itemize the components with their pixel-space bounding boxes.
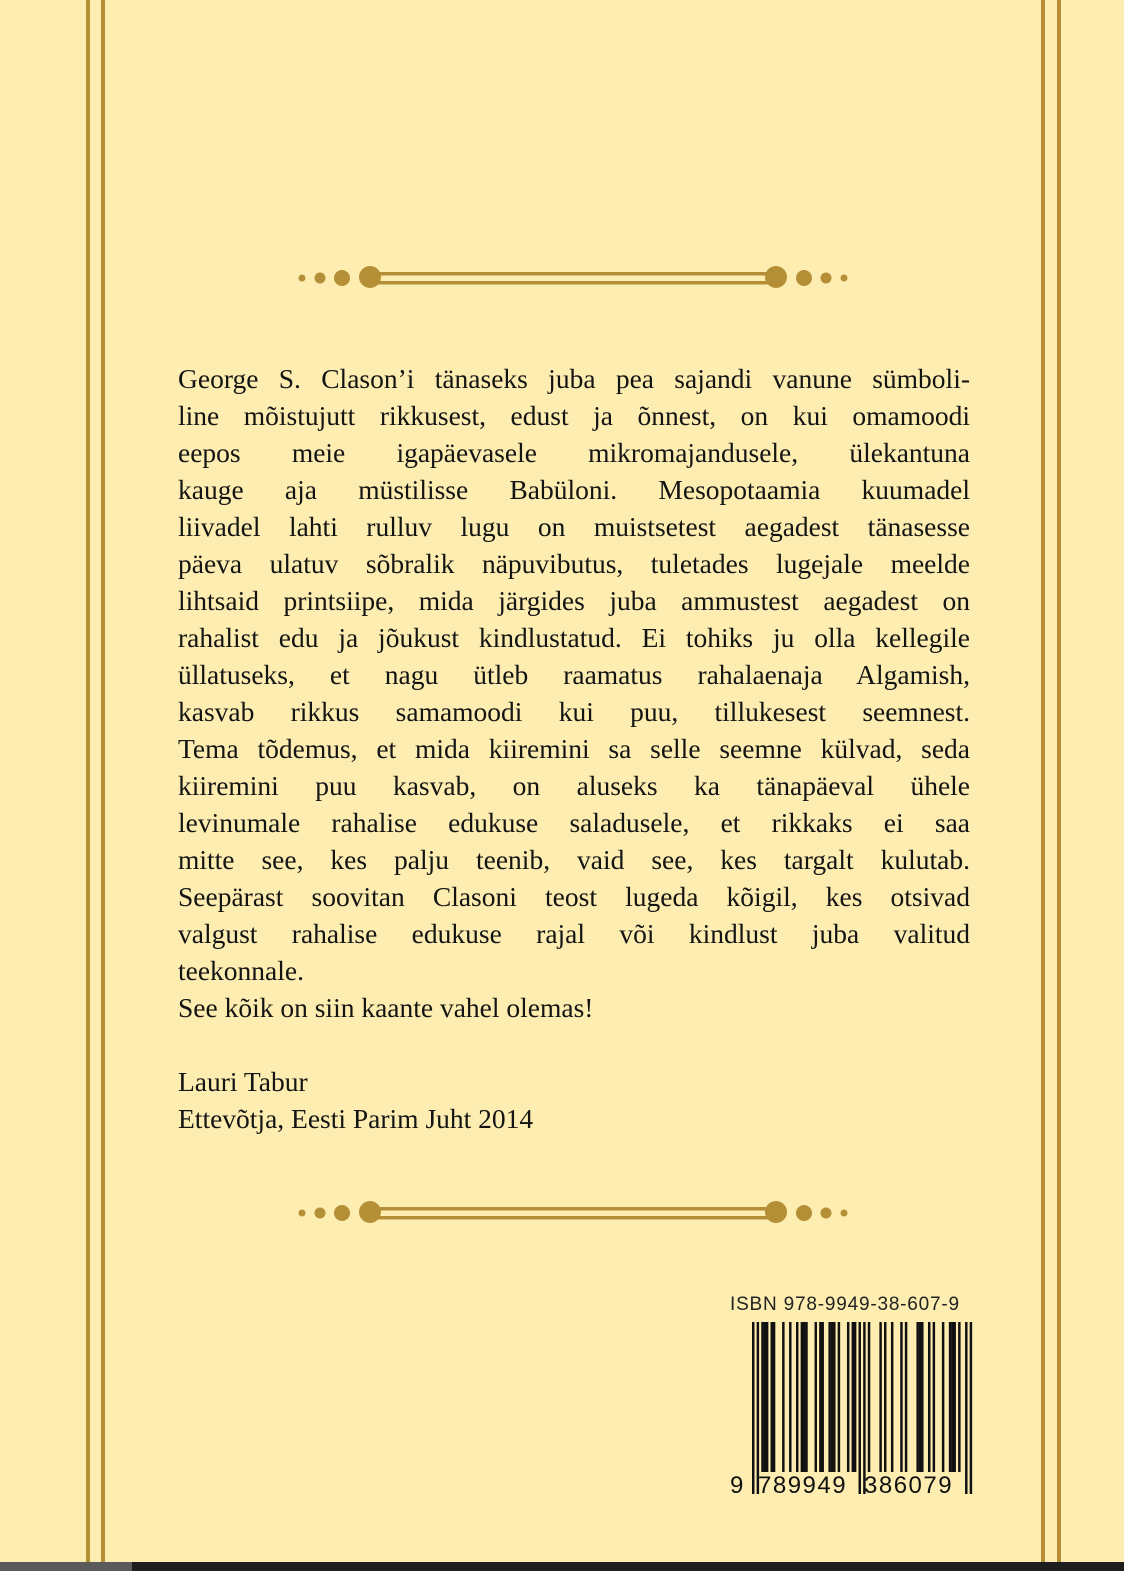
barcode-bar xyxy=(801,1322,803,1472)
frame-line-right-outer xyxy=(1057,0,1061,1562)
bottom-ornament-divider xyxy=(295,1201,851,1225)
barcode-bar xyxy=(847,1322,849,1472)
review-line: päeva ulatuv sõbralik näpuvibutus, tuletades lugejale meelde xyxy=(178,548,970,579)
barcode-bar xyxy=(782,1322,784,1472)
review-line: üllatuseks, et nagu ütleb raamatus rahalaenaja Algamish, xyxy=(178,659,970,690)
isbn-label: ISBN 978-9949-38-607-9 xyxy=(730,1294,960,1315)
bottom-edge-strip-left xyxy=(0,1562,132,1571)
review-line: kiiremini puu kasvab, on aluseks ka tänapäeval ühele xyxy=(178,770,970,801)
barcode-bar xyxy=(965,1322,967,1494)
barcode-bar xyxy=(838,1322,840,1472)
barcode-bar xyxy=(764,1322,766,1472)
barcode-bar xyxy=(819,1322,821,1472)
barcode-bar xyxy=(884,1322,886,1472)
barcode-bar xyxy=(752,1322,754,1494)
barcode-bar xyxy=(921,1322,923,1472)
barcode-bar xyxy=(970,1322,972,1494)
review-line: eepos meie igapäevasele mikromajandusele, ülekantuna xyxy=(178,437,970,468)
barcode-bar xyxy=(852,1322,854,1472)
barcode-bar xyxy=(828,1322,830,1472)
review-author-title: Ettevõtja, Eesti Parim Juht 2014 xyxy=(178,1103,534,1134)
barcode-bar xyxy=(949,1322,951,1472)
review-line: rahalist edu ja jõukust kindlustatud. Ei tohiks ju olla kellegile xyxy=(178,622,970,653)
isbn-barcode xyxy=(728,1320,976,1500)
review-line: Tema tõdemus, et mida kiiremini sa selle seemne külvad, seda xyxy=(178,733,970,764)
review-line: George S. Clason’i tänaseks juba pea sajandi vanune sümboli- xyxy=(178,363,970,394)
review-line: line mõistujutt rikkusest, edust ja õnnest, on kui omamoodi xyxy=(178,400,970,431)
review-paragraph xyxy=(178,360,970,1026)
barcode-bar xyxy=(757,1322,759,1494)
barcode-bar xyxy=(900,1322,902,1472)
review-closing-line: See kõik on siin kaante vahel olemas! xyxy=(178,992,594,1023)
barcode-left-group: 789949 xyxy=(758,1472,848,1499)
barcode-bar xyxy=(854,1322,856,1472)
barcode-bar xyxy=(815,1322,817,1472)
review-line: mitte see, kes palju teenib, vaid see, kes targalt kulutab. xyxy=(178,844,970,875)
barcode-bar xyxy=(942,1322,944,1472)
frame-line-right-inner xyxy=(1041,0,1045,1562)
review-line: Seepärast soovitan Clasoni teost lugeda kõigil, kes otsivad xyxy=(178,881,970,912)
barcode-bar xyxy=(803,1322,805,1472)
barcode-bar xyxy=(953,1322,955,1472)
barcode-bar xyxy=(773,1322,775,1472)
top-ornament-divider xyxy=(295,266,851,290)
frame-line-left-outer xyxy=(86,0,90,1562)
barcode-bar xyxy=(789,1322,791,1472)
barcode-bar xyxy=(771,1322,773,1472)
barcode-bar xyxy=(805,1322,807,1472)
frame-line-left-inner xyxy=(101,0,105,1562)
review-line: levinumale rahalise edukuse saladusele, et rikkaks ei saa xyxy=(178,807,970,838)
barcode-bar xyxy=(863,1322,865,1494)
barcode-bar xyxy=(951,1322,953,1472)
barcode-bar xyxy=(766,1322,768,1472)
review-line: teekonnale. xyxy=(178,955,304,986)
review-line: liivadel lahti rulluv lugu on muistsetest aegadest tänasesse xyxy=(178,511,970,542)
barcode-bar xyxy=(879,1322,881,1472)
bottom-edge-strip xyxy=(0,1562,1124,1571)
barcode-bar xyxy=(919,1322,921,1472)
barcode-bars xyxy=(752,1322,972,1494)
barcode-bar xyxy=(761,1322,763,1472)
barcode-bar xyxy=(916,1322,918,1472)
barcode-first-digit: 9 xyxy=(730,1472,744,1499)
barcode-bar xyxy=(796,1322,798,1472)
barcode-bar xyxy=(905,1322,907,1472)
review-author-name: Lauri Tabur xyxy=(178,1066,308,1097)
barcode-bar xyxy=(958,1322,960,1472)
review-text xyxy=(178,360,970,1137)
barcode-bar xyxy=(933,1322,935,1472)
review-line: lihtsaid printsiipe, mida järgides juba ammustest aegadest on xyxy=(178,585,970,616)
barcode-right-group: 386079 xyxy=(864,1472,954,1499)
barcode-bar xyxy=(868,1322,870,1472)
review-line: valgust rahalise edukuse rajal või kindlust juba valitud xyxy=(178,918,970,949)
barcode-bar xyxy=(859,1322,861,1494)
review-line: kasvab rikkus samamoodi kui puu, tillukesest seemnest. xyxy=(178,696,970,727)
review-line: kauge aja müstilisse Babüloni. Mesopotaamia kuumadel xyxy=(178,474,970,505)
barcode-bar xyxy=(821,1322,823,1472)
barcode-bar xyxy=(831,1322,833,1472)
barcode-bar xyxy=(928,1322,930,1472)
barcode-bar xyxy=(833,1322,835,1472)
barcode-bar xyxy=(891,1322,893,1472)
